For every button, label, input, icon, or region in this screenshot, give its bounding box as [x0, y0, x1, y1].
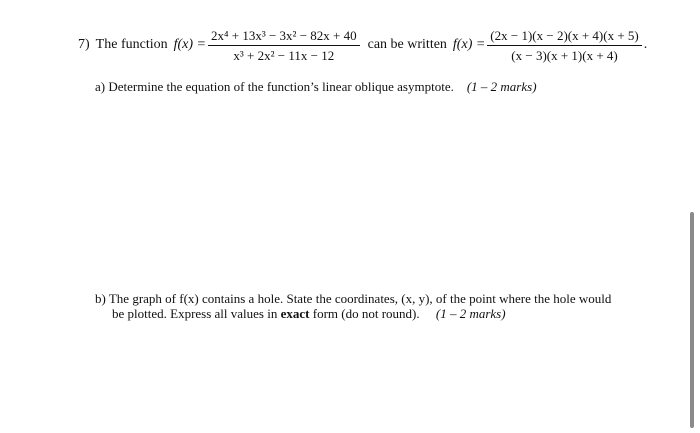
part-b-line1: The graph of f(x) contains a hole. State the coordinates, (x, y), of the point where the hole would: [108, 291, 612, 306]
connector-text: can be written: [367, 37, 447, 52]
end-punctuation: .: [643, 37, 648, 52]
part-a-text: Determine the equation of the function’s linear oblique asymptote.: [108, 79, 454, 94]
part-a-marks: (1 – 2 marks): [466, 79, 537, 94]
part-a-label: a): [95, 79, 106, 94]
fraction-factored: [487, 28, 641, 63]
part-b-line2-pre: be plotted. Express all values in: [112, 306, 278, 321]
fraction-original: [208, 28, 360, 63]
part-b-label: b): [95, 291, 106, 306]
part-b-marks: (1 – 2 marks): [435, 306, 506, 321]
vertical-scrollbar[interactable]: [690, 212, 694, 428]
fraction-factored-numerator: (2x − 1)(x − 2)(x + 4)(x + 5): [487, 28, 641, 46]
function-lhs: f(x) =: [173, 37, 206, 52]
question-number: 7): [78, 37, 90, 52]
part-b-line2-bold: exact: [280, 306, 310, 321]
fraction-original-numerator: 2x⁴ + 13x³ − 3x² − 82x + 40: [208, 28, 360, 46]
question-7-statement: [78, 24, 647, 66]
part-b-line2-post: form (do not round).: [312, 306, 420, 321]
part-a: [95, 79, 537, 94]
function-lhs-factored: f(x) =: [452, 37, 486, 52]
fraction-original-denominator: x³ + 2x² − 11x − 12: [233, 47, 335, 63]
part-b-line2: [95, 306, 635, 321]
fraction-factored-denominator: (x − 3)(x + 1)(x + 4): [511, 47, 618, 63]
question-intro: The function: [95, 37, 168, 52]
part-b: [95, 291, 635, 321]
